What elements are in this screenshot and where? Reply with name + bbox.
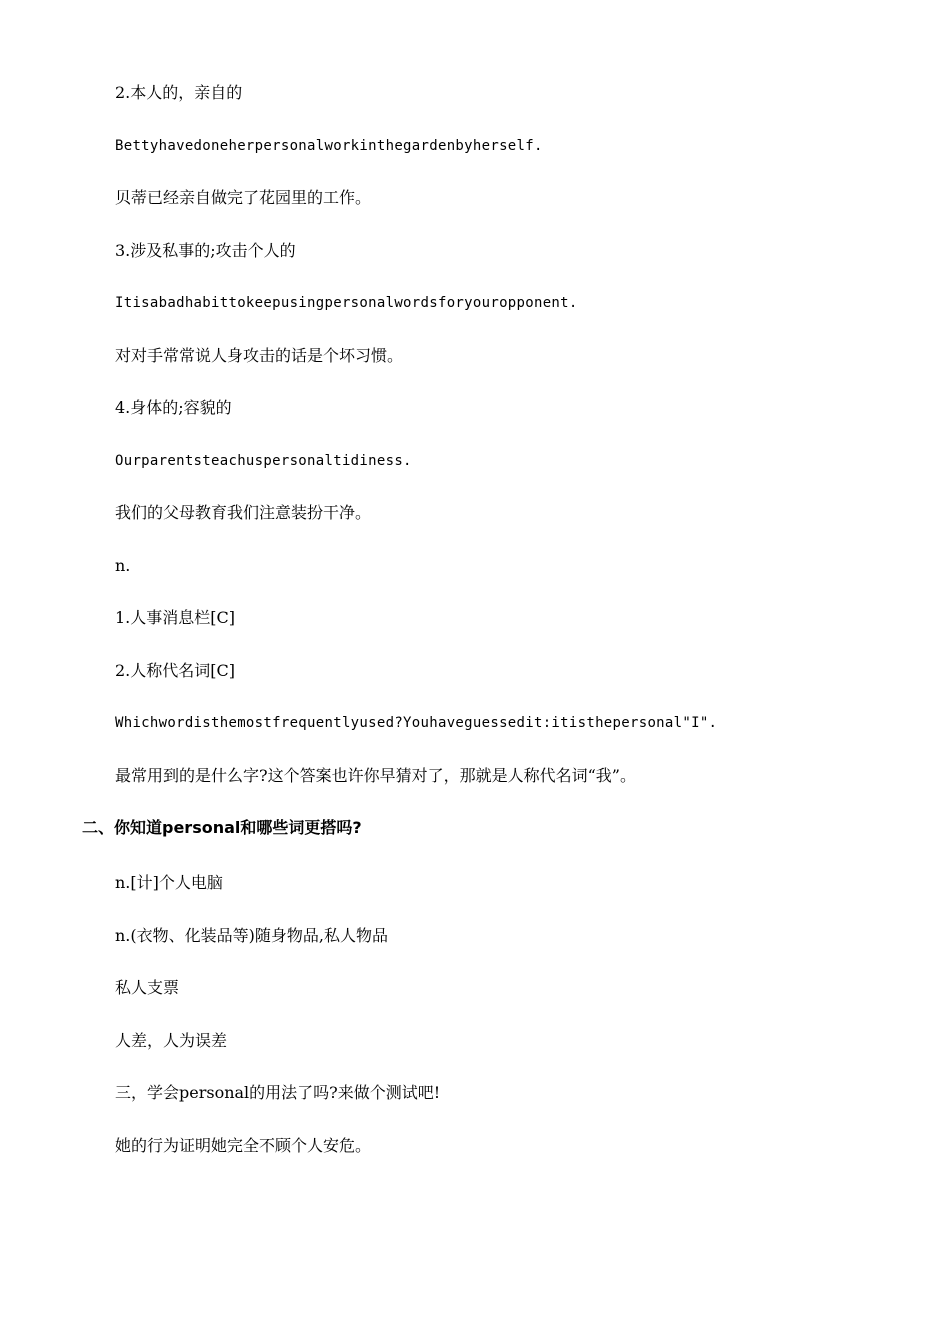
example-sentence-chinese: 贝蒂已经亲自做完了花园里的工作。 xyxy=(115,188,372,207)
noun-sense-1: 1.人事消息栏[C] xyxy=(115,608,235,627)
collocation-item: 私人支票 xyxy=(115,978,180,997)
collocation-item: n.(衣物、化装品等)随身物品,私人物品 xyxy=(115,926,388,945)
quiz-item: 她的行为证明她完全不顾个人安危。 xyxy=(115,1136,372,1155)
sense-3-heading: 3.涉及私事的;攻击个人的 xyxy=(115,241,296,260)
sense-2-heading: 2.本人的，亲自的 xyxy=(115,83,243,102)
example-sentence-english: Bettyhavedoneherpersonalworkinthegardenbyherself. xyxy=(115,138,543,154)
collocation-item: 人差，人为误差 xyxy=(115,1031,228,1050)
example-sentence-english: Itisabadhabittokeepusingpersonalwordsforyouropponent. xyxy=(115,295,578,311)
example-sentence-chinese: 最常用到的是什么字?这个答案也许你早猜对了，那就是人称代名词“我”。 xyxy=(115,766,636,785)
part-of-speech-noun: n. xyxy=(115,556,131,575)
example-sentence-english: Ourparentsteachuspersonaltidiness. xyxy=(115,453,412,469)
noun-sense-2: 2.人称代名词[C] xyxy=(115,661,235,680)
sense-4-heading: 4.身体的;容貌的 xyxy=(115,398,232,417)
example-sentence-chinese: 我们的父母教育我们注意装扮干净。 xyxy=(115,503,372,522)
quiz-title: 三，学会personal的用法了吗?来做个测试吧! xyxy=(115,1083,441,1102)
example-sentence-chinese: 对对手常常说人身攻击的话是个坏习惯。 xyxy=(115,346,404,365)
example-sentence-english: Whichwordisthemostfrequentlyused?Youhaveguessedit:itisthepersonal"I". xyxy=(115,715,718,731)
collocation-item: n.[计]个人电脑 xyxy=(115,873,223,892)
section-heading-collocations: 二、你知道personal和哪些词更搭吗? xyxy=(82,818,362,837)
